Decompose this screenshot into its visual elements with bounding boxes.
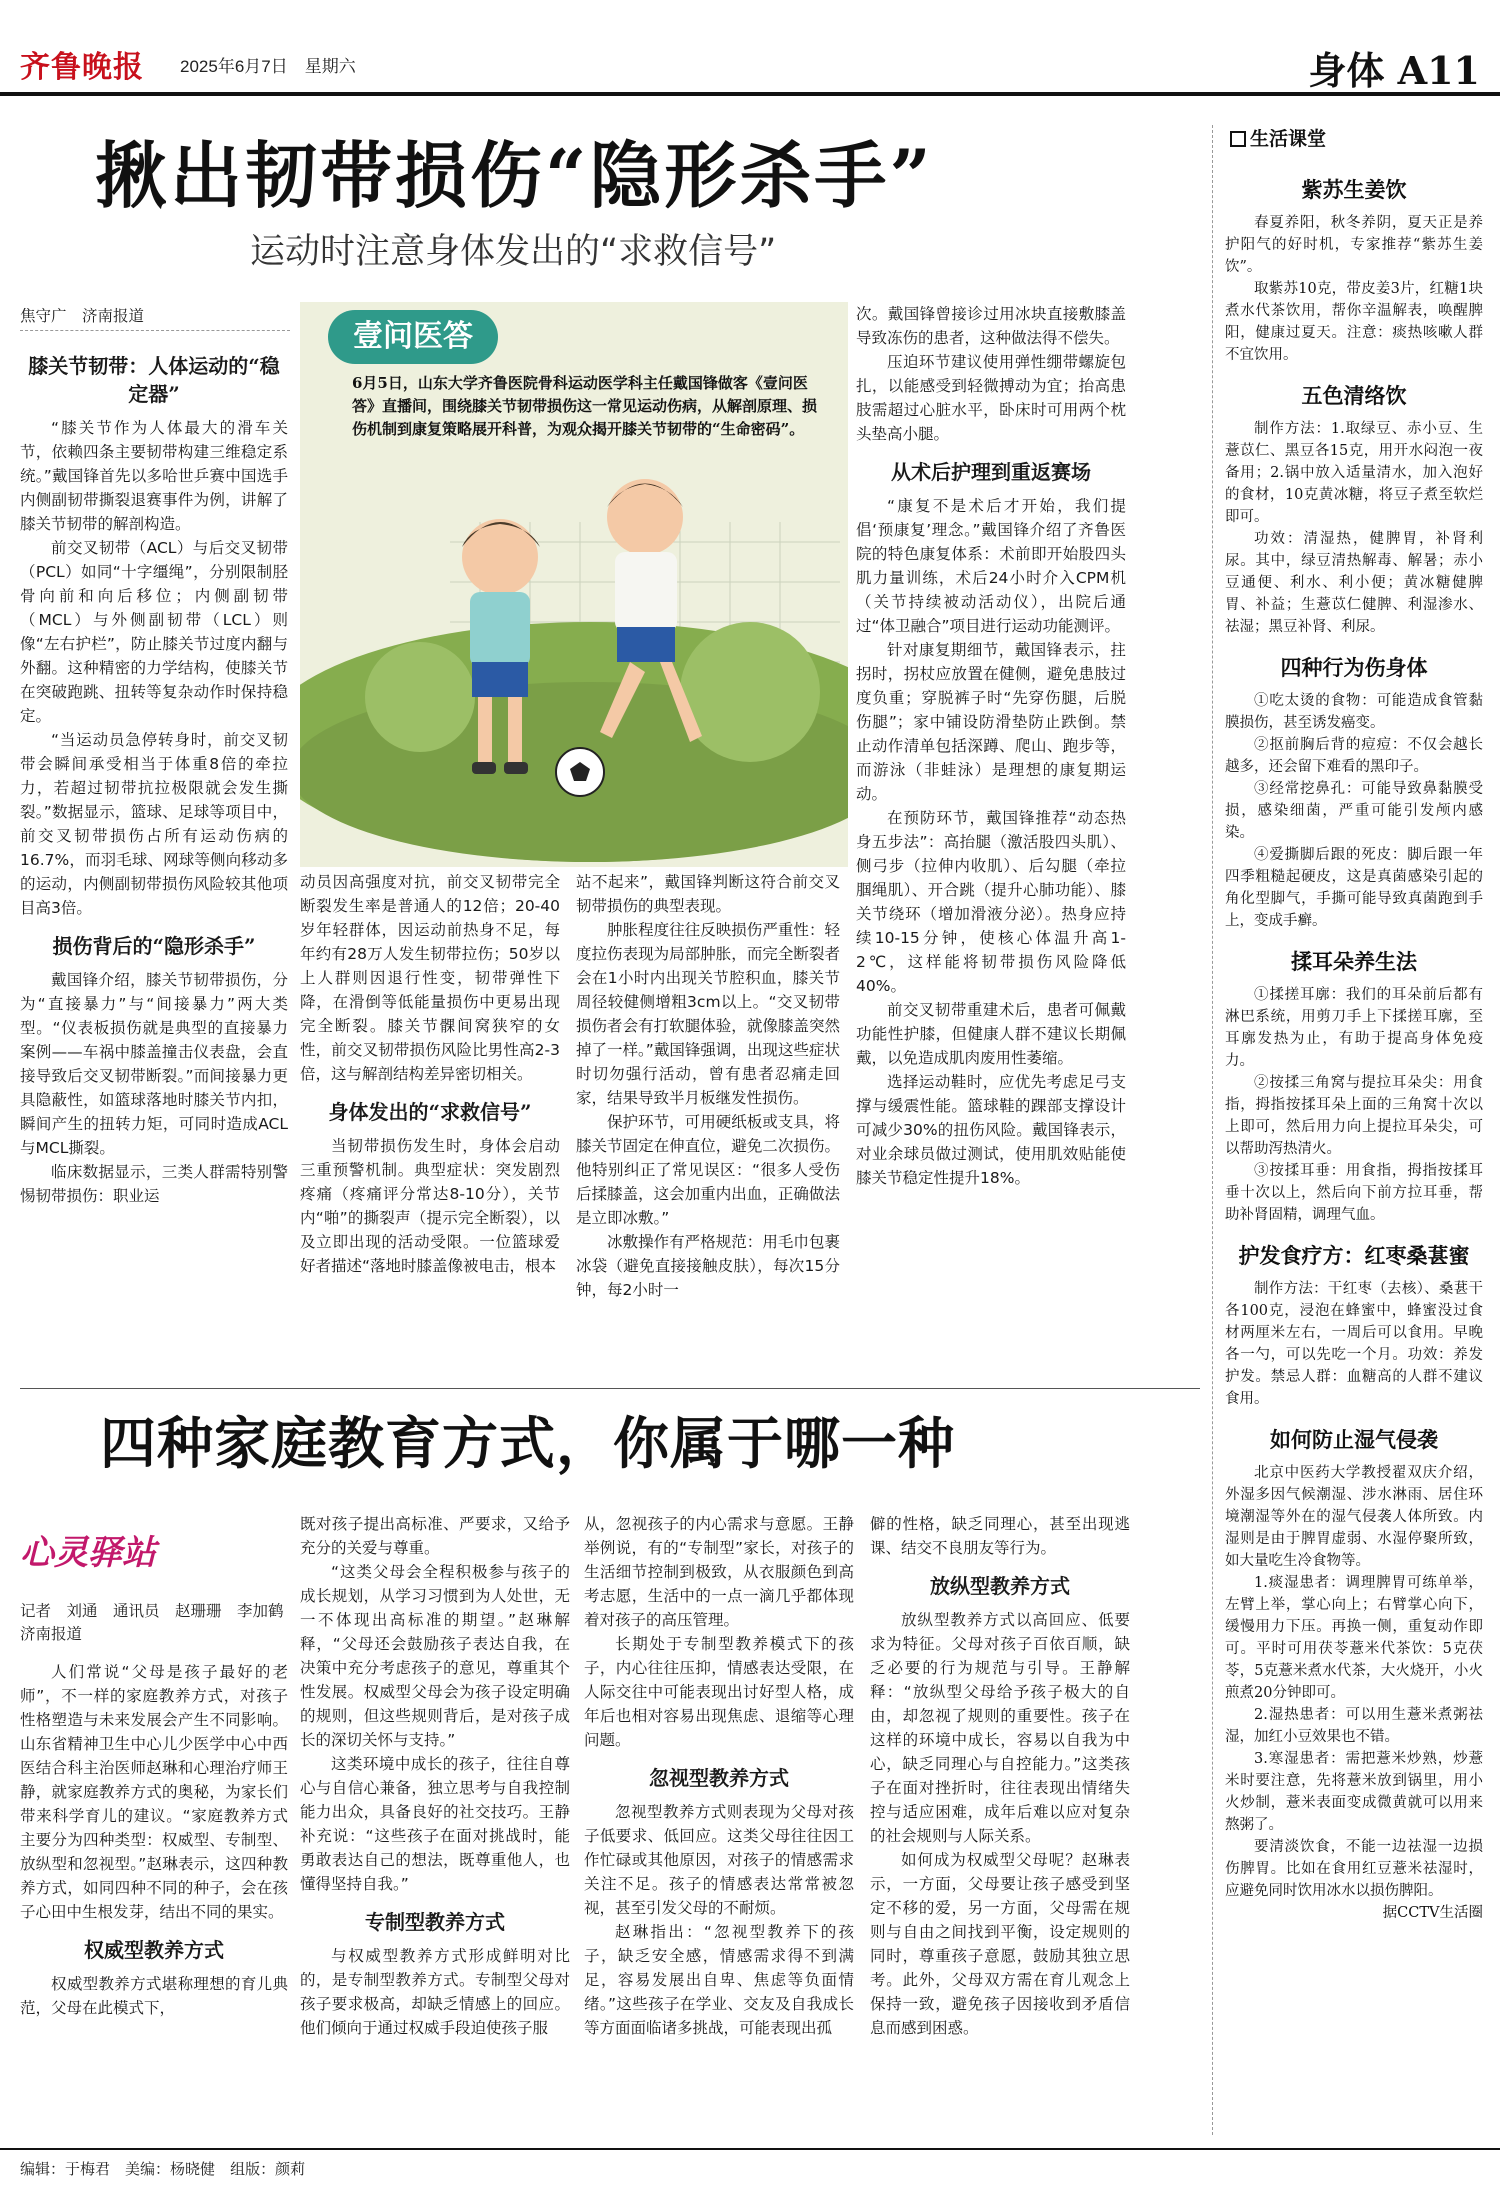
subheading: 从术后护理到重返赛场 <box>891 460 1091 484</box>
paragraph: 临床数据显示，三类人群需特别警惕韧带损伤：职业运 <box>20 1163 288 1205</box>
article-divider <box>20 1388 1200 1389</box>
soccer-ball <box>556 748 604 796</box>
sidebar-paragraph: 制作方法：干红枣（去核）、桑葚干各100克，浸泡在蜂蜜中，蜂蜜没过食材两厘米左右，一周后可以食用。早晚各一勺，可以先吃一个月。功效：养发护发。禁忌人群：血糖高的人群不建议食用。 <box>1225 1281 1483 1407</box>
sidebar-paragraph: 北京中医药大学教授翟双庆介绍，外湿多因气候潮湿、涉水淋雨、居住环境潮湿等外在的湿气侵袭人体所致。内湿则是由于脾胃虚弱、水湿停聚所致，如大量吃生冷食物等。 <box>1225 1465 1483 1569</box>
subheading: 膝关节韧带：人体运动的“稳定器” <box>28 354 280 406</box>
subheading: 损伤背后的“隐形杀手” <box>52 934 256 958</box>
paragraph: 僻的性格，缺乏同理心，甚至出现逃课、结交不良朋友等行为。 <box>870 1515 1130 1557</box>
sidebar-paragraph: ③按揉耳垂：用食指，拇指按揉耳垂十次以上，然后向下前方拉耳垂，帮助补肾固精，调理气血。 <box>1225 1163 1483 1223</box>
sidebar-paragraph: 制作方法：1.取绿豆、赤小豆、生薏苡仁、黑豆各15克，用开水闷泡一夜备用；2.锅中放入适量清水，加入泡好的食材，10克黄冰糖，将豆子煮至软烂即可。 <box>1225 421 1483 525</box>
sidebar-heading: 五色清络饮 <box>1301 383 1407 408</box>
header-rule <box>0 92 1500 96</box>
article1-lead: 6月5日，山东大学齐鲁医院骨科运动医学科主任戴国锋做客《壹问医答》直播间，围绕膝关节韧带损伤这一常见运动伤病，从解剖原理、损伤机制到康复策略展开科普，为观众揭开膝关节韧带的“生命密码”。 <box>352 374 818 438</box>
column-logo: 心灵驿站 <box>20 1533 156 1573</box>
paragraph: “当运动员急停转身时，前交叉韧带会瞬间承受相当于体重8倍的牵拉力，若超过韧带抗拉极限就会发生撕裂。”数据显示，篮球、足球等项目中，前交叉韧带损伤占所有运动伤病的16.7%，而羽毛球、网球等侧向移动多的运动，内侧副韧带损伤风险较其他项目高3倍。 <box>20 731 288 917</box>
paragraph: 这类环境中成长的孩子，往往自尊心与自信心兼备，独立思考与自我控制能力出众，具备良好的社交技巧。王静补充说：“这些孩子在面对挑战时，能勇敢表达自己的想法，既尊重他人，也懂得坚持自我。” <box>300 1755 570 1893</box>
paragraph: 肿胀程度往往反映损伤严重性：轻度拉伤表现为局部肿胀，而完全断裂者会在1小时内出现关节腔积血，膝关节周径较健侧增粗3cm以上。“交叉韧带损伤者会有打软腿体验，就像膝盖突然掉了一样。”戴国锋强调，出现这些症状时切勿强行活动，曾有患者忍痛走回家，结果导致半月板继发性损伤。 <box>576 921 840 1107</box>
article1-column-2 <box>300 870 560 1380</box>
sidebar-paragraph: 3.寒湿患者：需把薏米炒熟，炒薏米时要注意，先将薏米放到锅里，用小火炒制，薏米表面变成微黄就可以用来熬粥了。 <box>1225 1751 1483 1833</box>
footer-proof: 组版：颜莉 <box>230 2160 306 2178</box>
paragraph: 保护环节，可用硬纸板或支具，将膝关节固定在伸直位，避免二次损伤。他特别纠正了常见误区：“很多人受伤后揉膝盖，这会加重内出血，正确做法是立即冰敷。” <box>576 1113 840 1227</box>
sidebar-paragraph: ③经常挖鼻孔：可能导致鼻黏膜受损，感染细菌，严重可能引发颅内感染。 <box>1225 781 1483 841</box>
book-icon <box>1230 131 1246 147</box>
paragraph: 忽视型教养方式则表现为父母对孩子低要求、低回应。这类父母往往因工作忙碌或其他原因，对孩子的情感需求关注不足。孩子的情感表达常常被忽视，甚至引发父母的不耐烦。 <box>584 1803 854 1917</box>
subheading: 忽视型教养方式 <box>649 1766 789 1790</box>
sidebar-heading: 如何防止湿气侵袭 <box>1270 1427 1438 1452</box>
sidebar-title <box>1230 124 1326 151</box>
subheading: 专制型教养方式 <box>365 1910 505 1934</box>
sidebar-paragraph: 1.痰湿患者：调理脾胃可练单举，左臂上举，掌心向上；右臂掌心向下，缓慢用力下压。再换一侧，重复动作即可。平时可用茯苓薏米代茶饮：5克茯苓，5克薏米煮水代茶，大火烧开，小火煎煮20分钟即可。 <box>1225 1575 1483 1701</box>
sidebar-paragraph: ②抠前胸后背的痘痘：不仅会越长越多，还会留下难看的黑印子。 <box>1225 737 1483 775</box>
subheading: 身体发出的“求救信号” <box>328 1100 532 1124</box>
sidebar-heading: 四种行为伤身体 <box>1280 655 1428 680</box>
paragraph: 站不起来”，戴国锋判断这符合前交叉韧带损伤的典型表现。 <box>576 873 840 915</box>
sidebar-credit: 据CCTV生活圈 <box>1382 1905 1483 1921</box>
byline-rule <box>20 330 290 331</box>
footer-rule <box>0 2148 1500 2150</box>
article1-subheadline: 运动时注意身体发出的“求救信号” <box>250 232 777 272</box>
paragraph: “这类父母会全程积极参与孩子的成长规划，从学习习惯到为人处世，无一不体现出高标准的期望。”赵琳解释，“父母还会鼓励孩子表达自我，在决策中充分考虑孩子的意见，尊重其个性发展。权威型父母会为孩子设定明确的规则，但这些规则背后，是对孩子成长的深切关怀与支持。” <box>300 1563 570 1749</box>
article2-column-4 <box>870 1512 1130 2150</box>
article1-column-1 <box>20 340 288 1380</box>
paragraph: 动员因高强度对抗，前交叉韧带完全断裂发生率是普通人的12倍；20-40岁年轻群体，因运动前热身不足，每年约有28万人发生韧带拉伤；50岁以上人群则因退行性变，韧带弹性下降，在滑倒等低能量损伤中更易出现完全断裂。膝关节髁间窝狭窄的女性，前交叉韧带损伤风险比男性高2-3倍，这与解剖结构差异密切相关。 <box>300 873 560 1083</box>
article2-column-2 <box>300 1512 570 2150</box>
issue-date <box>180 52 356 77</box>
sidebar-column <box>1225 160 1483 2145</box>
paragraph: 戴国锋介绍，膝关节韧带损伤，分为“直接暴力”与“间接暴力”两大类型。“仪表板损伤就是典型的直接暴力案例——车祸中膝盖撞击仪表盘，会直接导致后交叉韧带断裂。”而间接暴力更具隐蔽性，如篮球落地时膝关节内扣，瞬间产生的扭转力矩，可同时造成ACL与MCL撕裂。 <box>20 971 288 1157</box>
paragraph: 在预防环节，戴国锋推荐“动态热身五步法”：高抬腿（激活股四头肌）、侧弓步（拉伸内收肌）、后勾腿（牵拉腘绳肌）、开合跳（提升心肺功能）、膝关节绕环（增加滑液分泌）。热身应持续10-15分钟，使核心体温升高1-2℃，这样能将韧带损伤风险降低40%。 <box>856 809 1126 995</box>
sidebar-paragraph: ①吃太烫的食物：可能造成食管黏膜损伤，甚至诱发癌变。 <box>1225 693 1483 731</box>
weekday-text: 星期六 <box>304 57 356 76</box>
paragraph: 长期处于专制型教养模式下的孩子，内心往往压抑，情感表达受限，在人际交往中可能表现出讨好型人格，成年后也相对容易出现焦虑、退缩等心理问题。 <box>584 1635 854 1749</box>
sidebar-heading: 紫苏生姜饮 <box>1301 177 1407 202</box>
sidebar-paragraph: 要清淡饮食，不能一边祛湿一边损伤脾胃。比如在食用红豆薏米祛湿时，应避免同时饮用冰水以损伤脾阳。 <box>1225 1839 1483 1899</box>
paragraph: “康复不是术后才开始，我们提倡‘预康复’理念。”戴国锋介绍了齐鲁医院的特色康复体系：术前即开始股四头肌力量训练，术后24小时介入CPM机（关节持续被动活动仪），出院后通过“体卫融合”项目进行运动功能测评。 <box>856 497 1126 635</box>
article2-column-3 <box>584 1512 854 2150</box>
article1-column-3 <box>576 870 840 1380</box>
sidebar-rule <box>1212 125 1213 2135</box>
paragraph: 人们常说“父母是孩子最好的老师”，不一样的家庭教养方式，对孩子性格塑造与未来发展会产生不同影响。山东省精神卫生中心儿少医学中心中西医结合科主治医师赵琳和心理治疗师王静，就家庭教养方式的奥秘，为家长们带来科学育儿的建议。“家庭教养方式主要分为四种类型：权威型、专制型、放纵型和忽视型。”赵琳表示，这四种教养方式，如同四种不同的种子，会在孩子心田中生根发芽，结出不同的果实。 <box>20 1663 288 1921</box>
subheading: 权威型教养方式 <box>84 1938 224 1962</box>
paragraph: 从，忽视孩子的内心需求与意愿。王静举例说，有的“专制型”家长，对孩子的生活细节控制到极致，从衣服颜色到高考志愿，生活中的一点一滴几乎都体现着对孩子的高压管理。 <box>584 1515 854 1629</box>
article1-byline: 焦守广 济南报道 <box>20 307 145 325</box>
sidebar-paragraph: 取紫苏10克，带皮姜3片，红糖1块煮水代茶饮用，帮你辛温解表，唤醒脾阳，健康过夏天。注意：痰热咳嗽人群不宜饮用。 <box>1225 281 1483 363</box>
paragraph: “膝关节作为人体最大的滑车关节，依赖四条主要韧带构建三维稳定系统。”戴国锋首先以多哈世乒赛中国选手内侧副韧带撕裂退赛事件为例，讲解了膝关节韧带的解剖构造。 <box>20 419 288 533</box>
paragraph: 如何成为权威型父母呢？赵琳表示，一方面，父母要让孩子感受到坚定不移的爱，另一方面，父母需在规则与自由之间找到平衡，设定规则的同时，尊重孩子意愿，鼓励其独立思考。此外，父母双方需在育儿观念上保持一致，避免孩子因接收到矛盾信息而感到困惑。 <box>870 1851 1130 2037</box>
sidebar-heading: 揉耳朵养生法 <box>1291 949 1417 974</box>
article1-headline: 揪出韧带损伤“隐形杀手” <box>95 133 934 218</box>
sidebar-paragraph: ②按揉三角窝与提拉耳朵尖：用食指，拇指按揉耳朵上面的三角窝十次以上即可，然后用力向上提拉耳朵尖，可以帮助泻热清火。 <box>1225 1075 1483 1157</box>
paragraph: 前交叉韧带重建术后，患者可佩戴功能性护膝，但健康人群不建议长期佩戴，以免造成肌肉废用性萎缩。 <box>856 1001 1126 1067</box>
paragraph: 当韧带损伤发生时，身体会启动三重预警机制。典型症状：突发剧烈疼痛（疼痛评分常达8-10分），关节内“啪”的撕裂声（提示完全断裂），以及立即出现的活动受限。一位篮球爱好者描述“落地时膝盖像被电击，根本 <box>300 1137 560 1275</box>
sidebar-title-text: 生活课堂 <box>1250 128 1327 150</box>
subheading: 放纵型教养方式 <box>930 1574 1070 1598</box>
paragraph: 既对孩子提出高标准、严要求，又给予充分的关爱与尊重。 <box>300 1515 570 1557</box>
article1-illustration <box>300 302 848 867</box>
paragraph: 冰敷操作有严格规范：用毛巾包裹冰袋（避免直接接触皮肤），每次15分钟，每2小时一 <box>576 1233 840 1299</box>
sidebar-paragraph: 功效：清湿热，健脾胃，补肾利尿。其中，绿豆清热解毒、解暑；赤小豆通便、利水、利小便；黄冰糖健脾胃、补益；生薏苡仁健脾、利湿渗水、祛湿；黑豆补肾、利尿。 <box>1225 531 1483 635</box>
sidebar-paragraph: 春夏养阳，秋冬养阴，夏天正是养护阳气的好时机，专家推荐“紫苏生姜饮”。 <box>1225 215 1483 275</box>
qa-badge: 壹问医答 <box>328 310 498 364</box>
article2-headline: 四种家庭教育方式，你属于哪一种 <box>100 1411 955 1477</box>
article2-column-1 <box>20 1660 288 2150</box>
paragraph: 放纵型教养方式以高回应、低要求为特征。父母对孩子百依百顺，缺乏必要的行为规范与引导。王静解释：“放纵型父母给予孩子极大的自由，却忽视了规则的重要性。孩子在这样的环境中成长，容易以自我为中心，缺乏同理心与自控能力。”这类孩子在面对挫折时，往往表现出情绪失控与适应困难，成年后难以应对复杂的社会规则与人际关系。 <box>870 1611 1130 1845</box>
section-page-label: 身体 A11 <box>1308 48 1480 93</box>
paragraph: 次。戴国锋曾接诊过用冰块直接敷膝盖导致冻伤的患者，这种做法得不偿失。 <box>856 305 1126 347</box>
sidebar-paragraph: ①揉搓耳廓：我们的耳朵前后都有淋巴系统，用剪刀手上下揉搓耳廓，至耳廓发热为止，有助于提高身体免疫力。 <box>1225 987 1483 1069</box>
article2-byline: 记者 刘通 通讯员 赵珊珊 李加鹤 济南报道 <box>20 1602 300 1643</box>
paragraph: 权威型教养方式堪称理想的育儿典范，父母在此模式下， <box>20 1975 288 2017</box>
paragraph: 与权威型教养方式形成鲜明对比的，是专制型教养方式。专制型父母对孩子要求极高，却缺乏情感上的回应。他们倾向于通过权威手段迫使孩子服 <box>300 1947 570 2037</box>
masthead-logo: 齐鲁晚报 <box>20 50 144 85</box>
footer-credits <box>20 2158 305 2179</box>
sidebar-paragraph: 2.湿热患者：可以用生薏米煮粥祛湿，加红小豆效果也不错。 <box>1225 1707 1483 1745</box>
sidebar-heading: 护发食疗方：红枣桑葚蜜 <box>1238 1243 1470 1268</box>
paragraph: 针对康复期细节，戴国锋表示，拄拐时，拐杖应放置在健侧，避免患肢过度负重；穿脱裤子时“先穿伤腿，后脱伤腿”；家中铺设防滑垫防止跌倒。禁止动作清单包括深蹲、爬山、跑步等，而游泳（非蛙泳）是理想的康复期运动。 <box>856 641 1126 803</box>
footer-designer: 美编：杨晓健 <box>125 2160 216 2178</box>
footer-editor: 编辑：于梅君 <box>20 2160 111 2178</box>
paragraph: 赵琳指出：“忽视型教养下的孩子，缺乏安全感，情感需求得不到满足，容易发展出自卑、焦虑等负面情绪。”这些孩子在学业、交友及自我成长等方面面临诸多挑战，可能表现出孤 <box>584 1923 854 2037</box>
sidebar-paragraph: ④爱撕脚后跟的死皮：脚后跟一年四季粗糙起硬皮，这是真菌感染引起的角化型脚气，手撕可能导致真菌跑到手上，变成手癣。 <box>1225 847 1483 929</box>
date-text: 2025年6月7日 <box>180 57 288 76</box>
paragraph: 前交叉韧带（ACL）与后交叉韧带（PCL）如同“十字缰绳”，分别限制胫骨向前和向后移位；内侧副韧带（MCL）与外侧副韧带（LCL）则像“左右护栏”，防止膝关节过度内翻与外翻。这种精密的力学结构，使膝关节在突破跑跳、扭转等复杂动作时保持稳定。 <box>20 539 288 725</box>
paragraph: 压迫环节建议使用弹性绷带螺旋包扎，以能感受到轻微搏动为宜；抬高患肢需超过心脏水平，卧床时可用两个枕头垫高小腿。 <box>856 353 1126 443</box>
article1-column-4 <box>856 302 1126 1380</box>
paragraph: 选择运动鞋时，应优先考虑足弓支撑与缓震性能。篮球鞋的踝部支撑设计可减少30%的扭伤风险。戴国锋表示，对业余球员做过测试，使用肌效贴能使膝关节稳定性提升18%。 <box>856 1073 1126 1187</box>
